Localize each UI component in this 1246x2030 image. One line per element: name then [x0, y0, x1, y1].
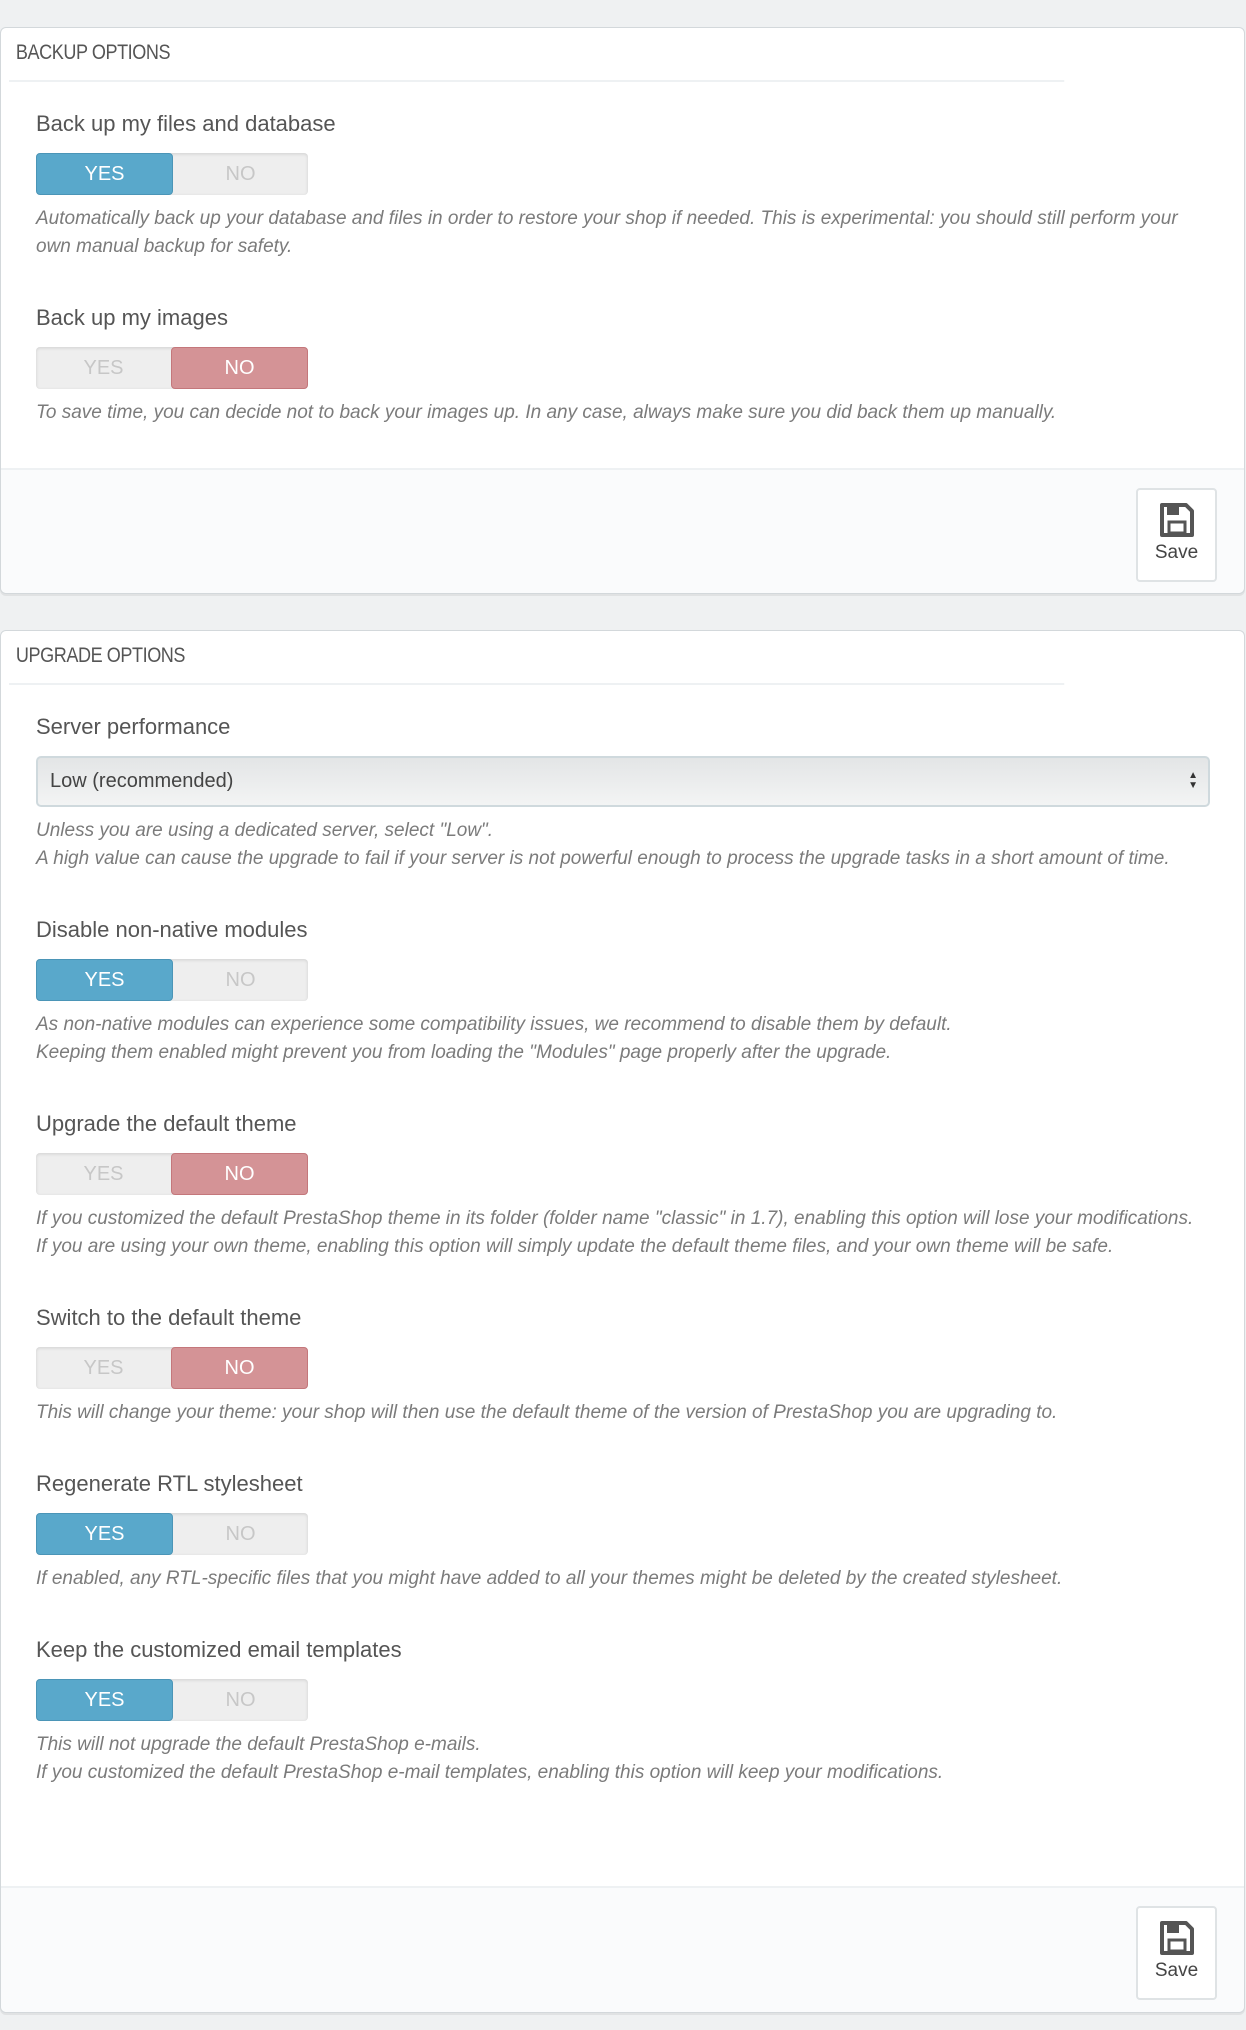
switch-yes[interactable]: YES — [83, 356, 124, 379]
help-line: This will change your theme: your shop will then use the default theme of the version of PrestaShop you are upgrading to. — [36, 1402, 1058, 1423]
help-text — [36, 399, 1217, 427]
select-arrows-icon: ▲ ▼ — [1188, 770, 1198, 791]
switch-no[interactable]: NO — [225, 968, 256, 991]
help-line: Automatically back up your database and files in order to restore your shop if needed. This is experimental: you should still perform your own manual backup for safety. — [36, 208, 1178, 257]
panel-footer — [1, 468, 1244, 593]
switch-yes[interactable]: YES — [83, 1356, 124, 1379]
yes-no-switch[interactable] — [36, 1153, 308, 1195]
yes-no-switch[interactable] — [36, 1679, 308, 1721]
form-group — [36, 1109, 1217, 1261]
yes-no-switch[interactable] — [36, 1347, 308, 1389]
backup-form — [1, 82, 1244, 427]
select-value: Low (recommended) — [50, 770, 234, 792]
switch-yes[interactable]: YES — [83, 1162, 124, 1185]
backup-options-panel — [0, 27, 1245, 594]
form-group — [36, 303, 1217, 427]
help-text — [36, 1731, 1217, 1787]
help-line: A high value can cause the upgrade to fail if your server is not powerful enough to process the upgrade tasks in a short amount of time. — [36, 848, 1170, 869]
switch-no[interactable]: NO — [225, 1522, 256, 1545]
help-text — [36, 1565, 1217, 1593]
switch-no[interactable]: NO — [171, 1347, 308, 1389]
save-button[interactable] — [1136, 488, 1217, 582]
yes-no-switch[interactable] — [36, 347, 308, 389]
help-line: As non-native modules can experience some compatibility issues, we recommend to disable them by default. — [36, 1014, 952, 1035]
help-line: If you are using your own theme, enabling this option will simply update the default theme files, and your own theme will be safe. — [36, 1236, 1114, 1257]
help-line: If you customized the default PrestaShop theme in its folder (folder name "classic" in 1.7), enabling this option will lose your modifications. — [36, 1208, 1194, 1229]
save-label: Save — [1154, 1960, 1199, 1981]
save-button[interactable] — [1136, 1906, 1217, 2000]
floppy-disk-icon — [1159, 502, 1195, 538]
field-label: Keep the customized email templates — [36, 1637, 402, 1662]
help-line: If you customized the default PrestaShop e-mail templates, enabling this option will keep your modifications. — [36, 1762, 944, 1783]
switch-yes[interactable]: YES — [36, 1513, 173, 1555]
switch-yes[interactable]: YES — [36, 153, 173, 195]
switch-no[interactable]: NO — [225, 1688, 256, 1711]
form-group — [36, 1635, 1217, 1787]
server-performance-select[interactable] — [36, 756, 1210, 807]
form-group — [36, 109, 1217, 261]
field-label: Switch to the default theme — [36, 1305, 302, 1330]
form-group-server-performance — [36, 712, 1217, 873]
help-text — [36, 1399, 1217, 1427]
yes-no-switch[interactable] — [36, 959, 308, 1001]
upgrade-form — [1, 685, 1244, 1787]
help-line: Keeping them enabled might prevent you from loading the "Modules" page properly after the upgrade. — [36, 1042, 892, 1063]
help-line: Unless you are using a dedicated server, select "Low". — [36, 820, 494, 841]
help-text — [36, 1205, 1217, 1261]
field-label: Disable non-native modules — [36, 917, 308, 942]
help-text — [36, 205, 1217, 261]
help-text — [36, 1011, 1217, 1067]
upgrade-options-panel — [0, 630, 1245, 2013]
switch-no[interactable]: NO — [171, 1153, 308, 1195]
field-label: Regenerate RTL stylesheet — [36, 1471, 303, 1496]
field-label: Back up my images — [36, 305, 228, 330]
panel-heading: UPGRADE OPTIONS — [9, 631, 1064, 685]
panel-footer — [1, 1886, 1244, 2012]
field-label: Upgrade the default theme — [36, 1111, 297, 1136]
floppy-disk-icon — [1159, 1920, 1195, 1956]
upgrade-toggles — [36, 915, 1217, 1787]
panel-heading: BACKUP OPTIONS — [9, 28, 1064, 82]
switch-no[interactable]: NO — [171, 347, 308, 389]
save-label: Save — [1154, 542, 1199, 563]
yes-no-switch[interactable] — [36, 153, 308, 195]
form-group — [36, 915, 1217, 1067]
form-group — [36, 1303, 1217, 1427]
switch-yes[interactable]: YES — [36, 959, 173, 1001]
yes-no-switch[interactable] — [36, 1513, 308, 1555]
help-text — [36, 817, 1217, 873]
help-line: To save time, you can decide not to back your images up. In any case, always make sure you did back them up manually. — [36, 402, 1057, 423]
switch-no[interactable]: NO — [225, 162, 256, 185]
help-line: If enabled, any RTL-specific files that you might have added to all your themes might be deleted by the created stylesheet. — [36, 1568, 1063, 1589]
field-label: Back up my files and database — [36, 111, 336, 136]
switch-yes[interactable]: YES — [36, 1679, 173, 1721]
form-group — [36, 1469, 1217, 1593]
help-line: This will not upgrade the default PrestaShop e-mails. — [36, 1734, 481, 1755]
field-label: Server performance — [36, 714, 231, 739]
